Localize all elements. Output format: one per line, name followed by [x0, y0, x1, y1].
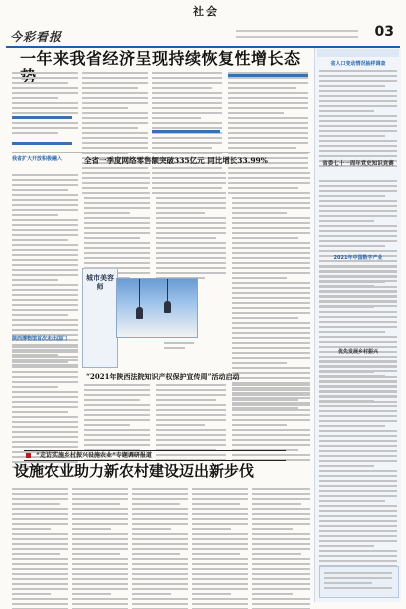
bottom-col-2	[72, 488, 128, 609]
right-column-text-1	[319, 70, 397, 170]
worker-figure	[164, 301, 171, 313]
photo-credit	[164, 342, 194, 352]
bottom-col-1	[12, 488, 68, 609]
bottom-col-4	[192, 488, 248, 609]
worker-figure	[136, 307, 143, 319]
lead-subhead-3	[228, 74, 308, 80]
lead-headline: 一年来我省经济呈现持续恢复性增长态	[20, 49, 301, 68]
left-subhead-1: 我省扩大开放积极融入	[12, 156, 63, 162]
right-column-text-4	[319, 360, 397, 590]
banner-marker	[26, 453, 31, 458]
right-column-head-4: 优先发展乡村振兴	[337, 349, 378, 355]
ip-headline: “2021年陕西法院知识产权保护宣传周”活动启动	[86, 372, 240, 381]
bottom-headline: 设施农业助力新农村建设迈出新步伐	[14, 462, 255, 480]
bottom-col-5	[252, 488, 310, 609]
divider	[12, 152, 310, 153]
right-column-tag	[317, 49, 399, 57]
right-column	[314, 48, 401, 602]
right-column-head-2: 省委七十一周年党史知识竞赛	[322, 161, 394, 167]
banner-text: “走访实施乡村振兴设施农业”专题调研报道	[36, 452, 152, 459]
lead-article-col-1	[12, 72, 78, 137]
series-banner	[24, 450, 286, 461]
left-subhead-2: 陕西博物馆首次走出国门	[12, 336, 68, 342]
photo-caption-box	[82, 268, 118, 368]
right-column-footer-box	[319, 566, 399, 598]
masthead	[6, 2, 400, 48]
right-column-head-3: 2021年中国数字产业	[333, 255, 383, 261]
section-title: 社会	[193, 5, 219, 18]
photo-window-cleaners	[116, 278, 198, 338]
photo-caption: 城市美容师	[86, 273, 114, 291]
lead-subhead-4	[152, 130, 220, 136]
bottom-col-3	[132, 488, 188, 609]
ecommerce-col-2-cont	[156, 242, 226, 272]
right-column-head-1: 省人口变动情况抽样调查	[330, 61, 386, 67]
page-number: 03	[374, 24, 394, 40]
paper-logo: 今彩看报	[10, 30, 63, 44]
lead-subhead-1	[12, 116, 72, 122]
lead-subhead-2	[12, 142, 72, 148]
ecommerce-col-1-cont	[84, 242, 150, 272]
ecommerce-headline: 全省一季度网络零售额突破335亿元 同比增长33.99%	[84, 156, 268, 165]
masthead-info-lines	[236, 26, 358, 38]
